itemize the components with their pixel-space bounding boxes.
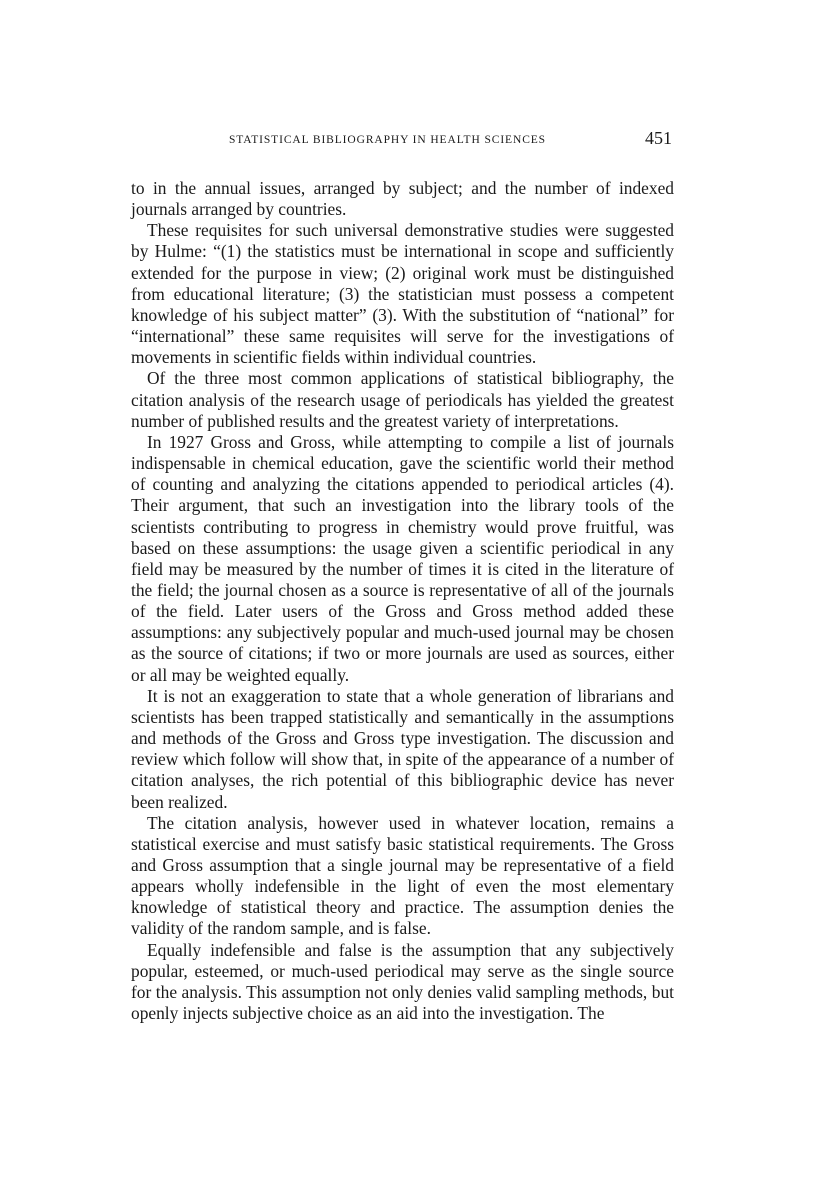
paragraph-generation-trapped: It is not an exaggeration to state that a whole generation of librarians and scientists has been trapped statistically and semantically in the assumptions and methods of the Gross and Gross type investigation. The discussion and review which follow will show that, in spite of the appearance of a number of citation analyses, the rich potential of this bibliographic device has never been realized. (131, 685, 674, 812)
running-header (131, 128, 674, 152)
article-body (131, 178, 674, 1024)
paragraph-continuation: to in the annual issues, arranged by subject; and the number of indexed journals arranged by countries. (131, 178, 674, 220)
paragraph-gross-and-gross: In 1927 Gross and Gross, while attempting to compile a list of journals indispensable in chemical education, gave the scientific world their method of counting and analyzing the citations appended to periodical articles (4). Their argument, that such an investigation into the library tools of the scientists contributing to progress in chemistry would prove fruitful, was based on these assumptions: the usage given a scientific periodical in any field may be measured by the number of times it is cited in the literature of the field; the journal chosen as a source is representative of all of the journals of the field. Later users of the Gross and Gross method added these assumptions: any subjectively popular and much-used journal may be chosen as the source of citations; if two or more journals are used as sources, either or all may be weighted equally. (131, 431, 674, 685)
paragraph-hulme-requisites: These requisites for such universal demonstrative studies were suggested by Hulme: “(1) the statistics must be international in scope and sufficiently extended for the purpose in view; (2) original work must be distinguished from educational literature; (3) the statistician must possess a competent knowledge of his subject matter” (3). With the substitution of “national” for “international” these same requisites will serve for the investigations of movements in scientific fields within individual countries. (131, 220, 674, 368)
journal-page (131, 128, 674, 1024)
running-title: STATISTICAL BIBLIOGRAPHY IN HEALTH SCIENCES (229, 134, 546, 146)
paragraph-statistical-exercise: The citation analysis, however used in whatever location, remains a statistical exercise and must satisfy basic statistical requirements. The Gross and Gross assumption that a single journal may be representative of a field appears wholly indefensible in the light of even the most elementary knowledge of statistical theory and practice. The assumption denies the validity of the random sample, and is false. (131, 812, 674, 939)
page-number: 451 (645, 128, 672, 148)
paragraph-citation-analysis: Of the three most common applications of statistical bibliography, the citation analysis of the research usage of periodicals has yielded the greatest number of published results and the greatest variety of interpretations. (131, 368, 674, 431)
paragraph-equally-indefensible: Equally indefensible and false is the assumption that any subjectively popular, esteemed, or much-used periodical may serve as the single source for the analysis. This assumption not only denies valid sampling methods, but openly injects subjective choice as an aid into the investigation. The (131, 939, 674, 1024)
